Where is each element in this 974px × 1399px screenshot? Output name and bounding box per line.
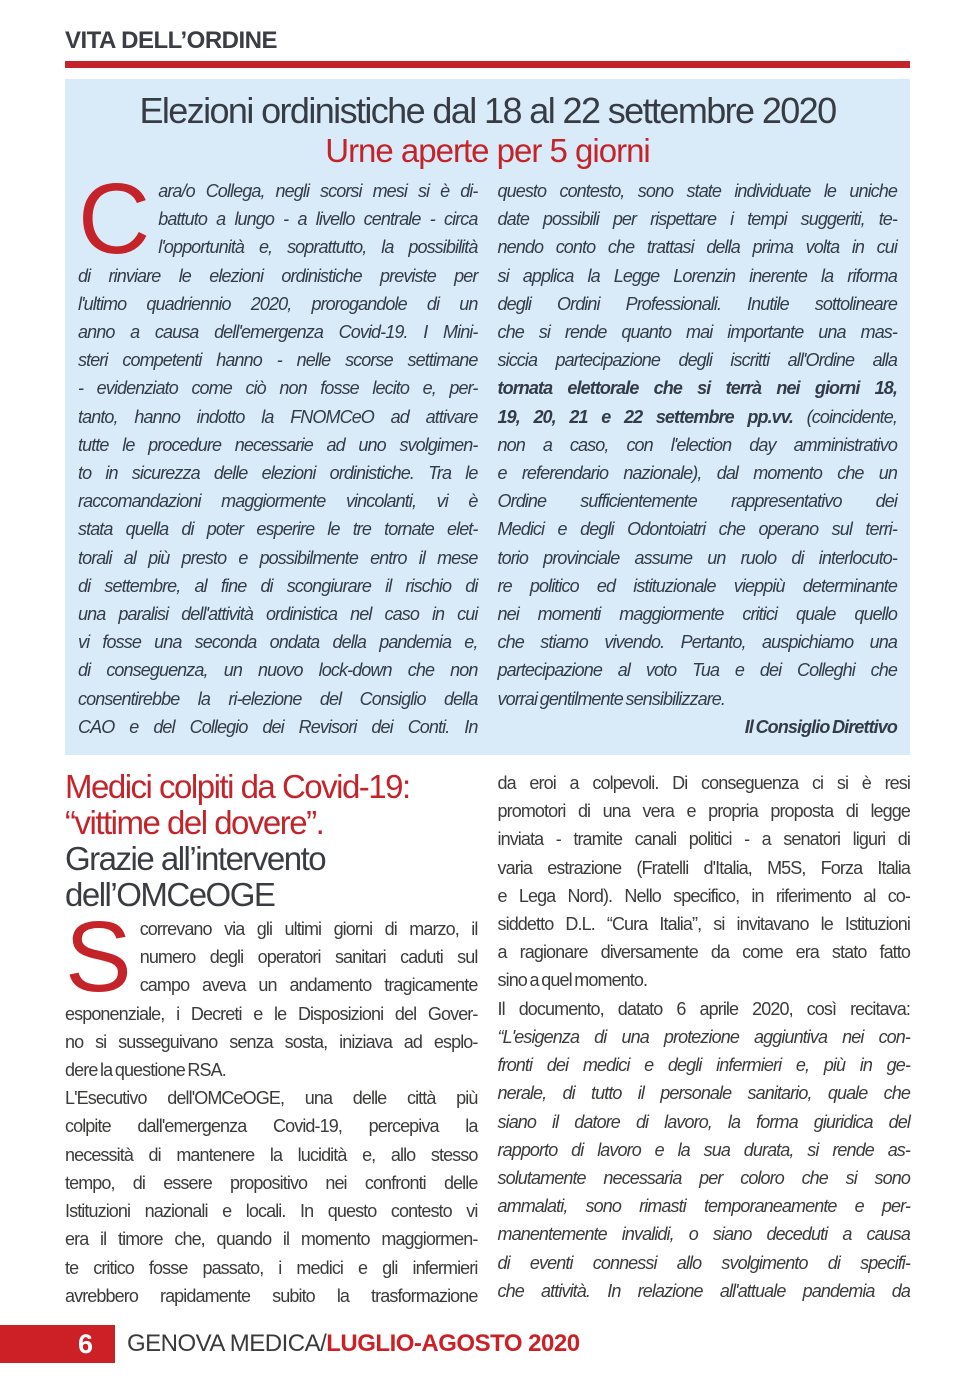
text-line: e referendario nazionale), dal momento che un [497, 463, 897, 484]
text-line: solutamente necessaria per coloro che si sono [497, 1167, 910, 1188]
text-line: CAO e del Collegio dei Revisori dei Conti. In [78, 716, 478, 737]
text-line: to in sicurezza delle elezioni ordinistiche. Tra le [78, 463, 478, 484]
text-line: fronti dei medici e degli infermieri e, più in ge- [497, 1055, 910, 1076]
text-line: nerale, di tutto il personale sanitario, quale che [497, 1083, 910, 1104]
text-line: Il Consiglio Direttivo [744, 716, 897, 737]
article2-subtitle-line-2: dell’OMCeOGE [65, 876, 275, 914]
article2-title-line-2: “vittime del dovere”. [65, 804, 324, 842]
text-line: te critico fosse passato, i medici e gli infermieri [65, 1257, 478, 1278]
text-line: di eventi connessi allo svolgimento di specifi- [497, 1252, 910, 1273]
article2-right-column [498, 769, 911, 1310]
text-line: ammalati, sono rimasti temporaneamente e per- [497, 1196, 910, 1217]
text-line: siano il datore di lavoro, la forma giuridica del [497, 1111, 910, 1132]
text-line: che si rende quanto mai importante una mas- [497, 322, 897, 343]
text-line: di settembre, al fine di scongiurare il rischio di [78, 575, 478, 596]
text-line: di rinviare le elezioni ordinistiche previste per [78, 265, 478, 286]
text-line: - evidenziato come ciò non fosse lecito e, per- [78, 378, 478, 399]
text-line: dere la questione RSA. [65, 1060, 226, 1081]
article2-left-text [65, 901, 478, 1310]
text-line: esponenziale, i Decreti e le Disposizioni del Gover- [65, 1003, 478, 1024]
text-line: a ragionare diversamente da come era stato fatto [497, 942, 910, 963]
text-line: no si susseguivano senza sosta, iniziava ad esplo- [65, 1031, 478, 1052]
text-line: questo contesto, sono state individuate le uniche [497, 181, 897, 201]
text-line: manentemente invalidi, o siano deceduti a causa [497, 1224, 910, 1245]
text-line: era il timore che, quando il momento maggiormen- [65, 1229, 478, 1250]
text-line: partecipazione al voto Tua e dei Colleghi che [497, 660, 897, 681]
text-line: 19, 20, 21 e 22 settembre pp.vv. (coincidente, [497, 406, 897, 427]
text-line: vorrai gentilmente sensibilizzare. [497, 688, 726, 709]
page-content [65, 27, 910, 1310]
article1-subtitle: Urne aperte per 5 giorni [325, 132, 650, 169]
text-line: tornata elettorale che si terrà nei giorni 18, [497, 378, 897, 399]
text-line: non a caso, con l'election day amministrativo [497, 434, 897, 455]
section-label: VITA DELL’ORDINE [65, 27, 278, 54]
text-line: anno a causa dell'emergenza Covid-19. I Mini- [78, 322, 478, 343]
page-number-box [0, 1325, 115, 1363]
text-line: una paralisi dell'attività ordinistica nel caso in cui [78, 604, 478, 625]
text-line: si applica la Legge Lorenzin inerente la riforma [497, 265, 897, 286]
article2-subtitle-line-1: Grazie all’intervento [65, 840, 326, 878]
text-line: l'ultimo quadriennio 2020, prorogandole di un [78, 293, 478, 314]
text-line: date possibili per rispettare i tempi suggeriti, te- [497, 209, 897, 230]
text-line: di conseguenza, un nuovo lock-down che non [78, 660, 478, 681]
text-line: correvano via gli ultimi giorni di marzo, il [139, 919, 478, 940]
text-line: da eroi a colpevoli. Di conseguenza ci si è resi [497, 773, 910, 794]
text-line: torio provinciale assume un ruolo di interlocuto- [497, 547, 897, 568]
text-line: raccomandazioni maggiormente vincolanti, vi è [78, 491, 478, 512]
article1-right-column [498, 177, 898, 741]
article1-title: Elezioni ordinistiche dal 18 al 22 settembre 2020 [139, 90, 836, 131]
text-line: sino a quel momento. [497, 970, 648, 991]
footer [127, 1325, 580, 1363]
text-line: Istituzioni nazionali e locali. In questo contesto vi [65, 1201, 478, 1222]
article2-left-column [65, 769, 478, 1310]
text-line: consentirebbe la ri-elezione del Consiglio della [78, 688, 478, 709]
text-line: battuto a lungo - a livello centrale - circa [158, 209, 478, 230]
text-line: siddetto D.L. “Cura Italia”, si invitavano le Istituzioni [497, 914, 910, 935]
text-line: necessità di mantenere la lucidità e, allo stesso [65, 1144, 478, 1165]
text-line: siccia partecipazione degli iscritti all'Ordine alla [497, 350, 897, 371]
text-line: numero degli operatori sanitari caduti sul [139, 947, 478, 968]
text-line: ara/o Collega, negli scorsi mesi si è di- [158, 181, 478, 201]
text-line: che attività. In relazione all'attuale pandemia da [497, 1280, 910, 1301]
issue-label: LUGLIO-AGOSTO 2020 [326, 1330, 580, 1357]
text-line: colpite dall'emergenza Covid-19, percepiva la [65, 1116, 478, 1137]
article-covid-victims [65, 769, 910, 1310]
drop-cap: S [65, 901, 132, 1014]
text-line: vi fosse una seconda ondata della pandemia e, [78, 632, 478, 653]
article1-left-column [78, 163, 478, 741]
text-line: Ordine sufficientemente rappresentativo dei [497, 491, 897, 512]
text-line: avrebbero rapidamente subito la trasformazione [65, 1285, 478, 1306]
text-line: degli Ordini Professionali. Inutile sottolineare [497, 293, 897, 314]
text-line: che stiamo vivendo. Pertanto, auspichiamo una [497, 632, 897, 653]
text-line: inviata - tramite canali politici - a senatori liguri di [497, 829, 910, 850]
text-line: campo aveva un andamento tragicamente [139, 975, 478, 996]
text-line: nendo conto che trattasi della prima volta in cui [497, 237, 897, 258]
article1-columns [78, 163, 897, 741]
text-line: l'opportunità e, soprattutto, la possibilità [158, 237, 478, 258]
text-line: nei momenti maggiormente critici quale quello [497, 604, 897, 625]
text-line: tanto, hanno indotto la FNOMCeO ad attivare [78, 406, 478, 427]
text-line: tempo, di essere propositivo nei confronti delle [65, 1172, 478, 1193]
text-line: torali al più presto e possibilmente entro il mese [78, 547, 478, 568]
article2-columns [65, 769, 910, 1310]
text-line: Medici e degli Odontoiatri che operano sul terri- [497, 519, 897, 540]
drop-cap: C [78, 163, 151, 275]
text-line: steri competenti hanno - nelle scorse settimane [78, 350, 478, 371]
text-line: rapporto di lavoro e la sua durata, si rende as- [497, 1139, 910, 1160]
article-elections [65, 79, 910, 755]
text-line: varia estrazione (Fratelli d'Italia, M5S, Forza Italia [497, 857, 910, 878]
text-line: tutte le procedure necessarie ad uno svolgimen- [78, 434, 478, 455]
text-line: Il documento, datato 6 aprile 2020, così recitava: [497, 998, 910, 1019]
text-line: stata quella di poter esperire le tre tornate elet- [78, 519, 478, 540]
text-line: “L'esigenza di una protezione aggiuntiva nei con- [497, 1026, 910, 1047]
text-line: promotori di una vera e propria proposta di legge [497, 801, 910, 822]
article2-title-line-1: Medici colpiti da Covid-19: [65, 768, 410, 806]
text-line: L'Esecutivo dell'OMCeOGE, una delle città più [65, 1088, 478, 1109]
text-line: re politico ed istituzionale vieppiù determinante [497, 575, 897, 596]
journal-name: GENOVA MEDICA/ [127, 1330, 327, 1357]
page-number: 6 [77, 1328, 93, 1359]
header-rule [65, 61, 910, 68]
text-line: e Lega Nord). Nello specifico, in riferimento al co- [497, 885, 910, 906]
